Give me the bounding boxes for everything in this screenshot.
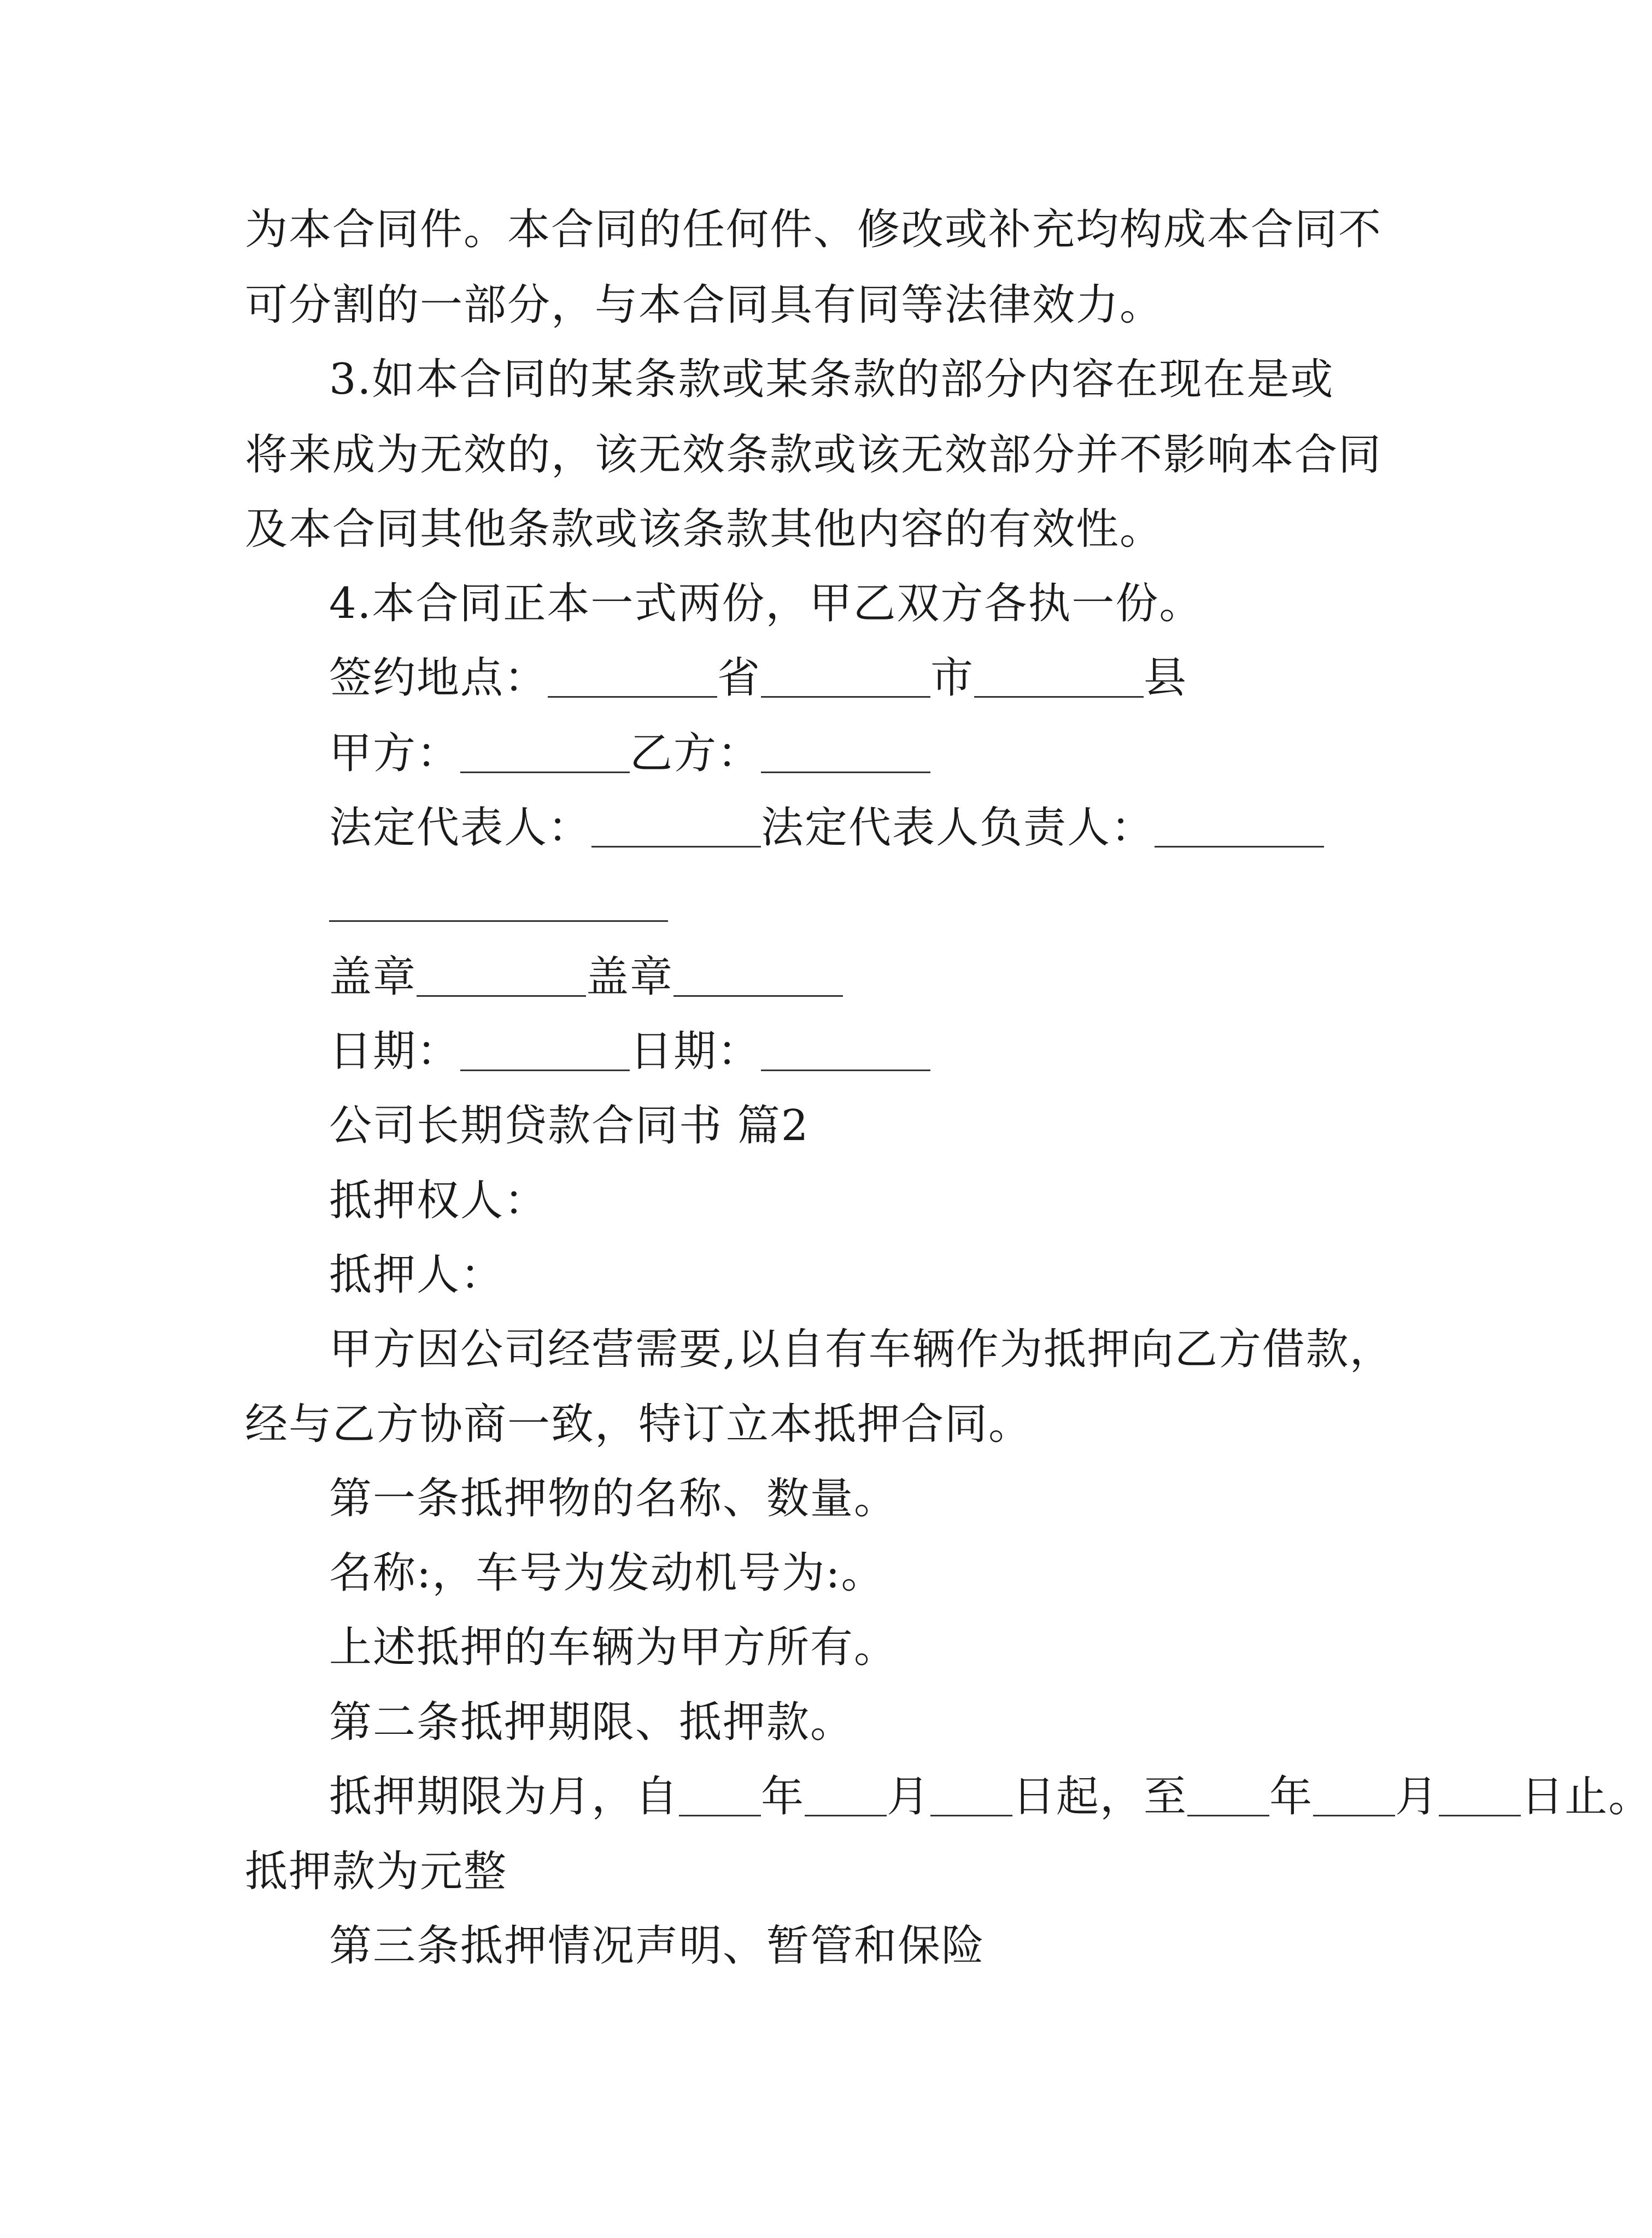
blank-field [761,658,930,698]
paragraph-line: 经与乙方协商一致，特订立本抵押合同。 [245,1400,1033,1449]
paragraph-line: 抵押款为元整 [245,1847,508,1896]
blank-field [761,733,930,773]
rep-b-label: 法定代表人负责人： [761,803,1155,852]
mortgagee-line: 抵押权人： [329,1176,548,1225]
party-a-label: 甲方： [329,729,461,778]
seal-a-label: 盖章 [329,953,417,1002]
paragraph-line: 为本合同件。本合同的任何件、修改或补充均构成本合同不 [245,205,1382,254]
month-label: 月 [887,1772,931,1821]
blank-field [930,1777,1012,1816]
document-page [245,0,1652,2238]
mortgagor-line: 抵押人： [329,1251,505,1300]
blank-field [548,658,717,698]
year-label: 年 [761,1772,805,1821]
sign-place-line [329,651,1187,705]
month-label: 月 [1395,1772,1439,1821]
paragraph-line: 将来成为无效的，该无效条款或该无效部分并不影响本合同 [245,430,1382,480]
term-prefix: 抵押期限为月，自 [329,1772,679,1821]
dates-line [329,1024,930,1079]
date-a-label: 日期： [329,1027,461,1076]
seal-b-label: 盖章 [586,953,674,1002]
paragraph-line: 3.如本合同的某条款或某条款的部分内容在现在是或 [329,355,1334,404]
blank-field [673,957,843,997]
blank-field [1439,1777,1521,1816]
paragraph-line: 4.本合同正本一式两份，甲乙双方各执一份。 [329,579,1203,628]
party-b-label: 乙方： [630,729,761,778]
year-label: 年 [1269,1772,1314,1821]
paragraph-line: 上述抵押的车辆为甲方所有。 [329,1623,898,1672]
city-label: 市 [930,653,975,703]
seals-line [329,950,843,1004]
blank-field [460,1031,630,1071]
blank-field [591,808,761,848]
day-start-label: 日起，至 [1012,1772,1188,1821]
blank-field [974,658,1144,698]
paragraph-line: 可分割的一部分，与本合同具有同等法律效力。 [245,281,1164,330]
representatives-line [329,800,1324,855]
blank-field [761,1031,930,1071]
paragraph-line: 及本合同其他条款或该条款其他内容的有效性。 [245,505,1164,554]
day-end-label: 日止。 [1521,1772,1652,1821]
blank-field [460,733,630,773]
blank-field [805,1777,887,1816]
blank-field [1187,1777,1269,1816]
rep-a-label: 法定代表人： [329,803,592,852]
blank-field [1155,808,1324,848]
province-label: 省 [717,653,761,703]
paragraph-line: 甲方因公司经营需要,以自有车辆作为抵押向乙方借款， [329,1325,1393,1374]
sign-place-label: 签约地点： [329,653,548,703]
article-title: 第三条抵押情况声明、暂管和保险 [329,1921,986,1971]
article-title: 第一条抵押物的名称、数量。 [329,1474,898,1523]
blank-field [1313,1777,1395,1816]
signature-blank-line [329,920,668,922]
term-line [329,1769,1652,1824]
blank-field [679,1777,761,1816]
date-b-label: 日期： [630,1027,761,1076]
section-title: 公司长期贷款合同书 篇2 [329,1101,810,1150]
paragraph-line: 名称:，车号为发动机号为:。 [329,1549,885,1598]
blank-field [417,957,586,997]
article-title: 第二条抵押期限、抵押款。 [329,1698,854,1747]
parties-line [329,726,930,781]
county-label: 县 [1144,653,1188,703]
